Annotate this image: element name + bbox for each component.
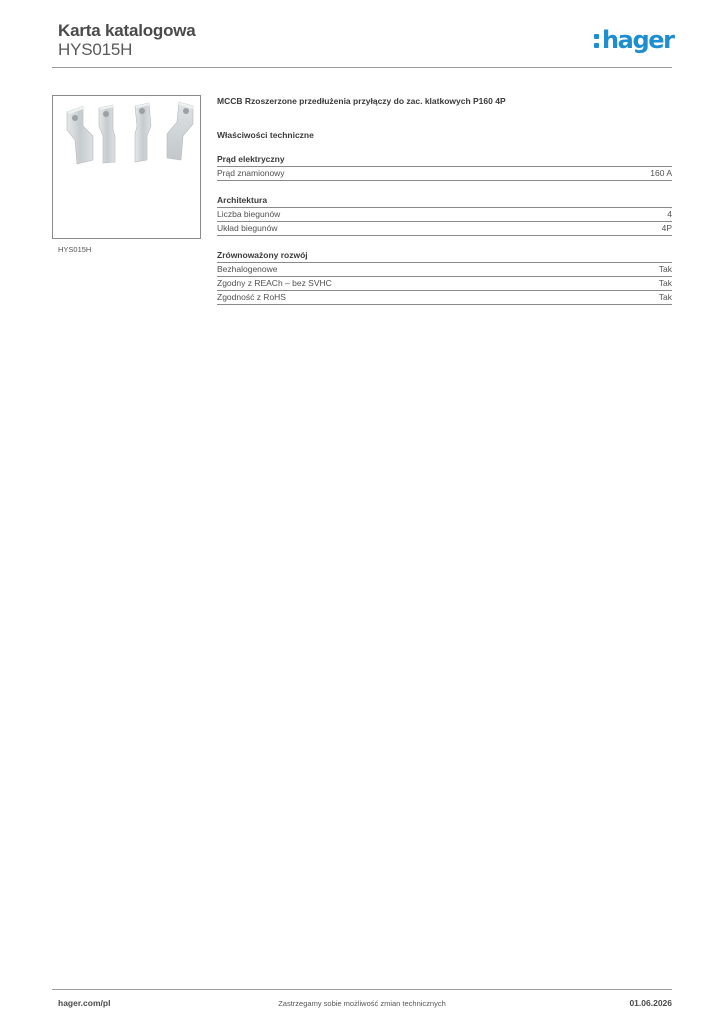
property-row bbox=[217, 208, 672, 222]
document-title: Karta katalogowa bbox=[58, 21, 196, 40]
hager-logo[interactable] bbox=[594, 28, 674, 56]
property-label: Liczba biegunów bbox=[217, 209, 281, 219]
property-row bbox=[217, 291, 672, 305]
property-row bbox=[217, 277, 672, 291]
property-label: Zgodność z RoHS bbox=[217, 292, 286, 302]
property-group-electrical bbox=[217, 154, 672, 181]
busbar-extension-3 bbox=[135, 103, 151, 162]
property-value: Tak bbox=[658, 292, 672, 302]
property-value: Tak bbox=[658, 264, 672, 274]
product-image bbox=[52, 95, 201, 239]
busbar-extension-1 bbox=[67, 106, 93, 164]
product-code: HYS015H bbox=[58, 40, 133, 59]
busbar-extension-2 bbox=[99, 105, 115, 163]
image-caption: HYS015H bbox=[58, 245, 92, 254]
busbar-extension-4 bbox=[167, 102, 193, 160]
logo-wordmark: hager bbox=[602, 26, 674, 54]
property-group-architecture bbox=[217, 195, 672, 236]
footer-date: 01.06.2026 bbox=[629, 998, 672, 1008]
property-value: 4 bbox=[667, 209, 672, 219]
property-label: Bezhalogenowe bbox=[217, 264, 278, 274]
product-title: MCCB Rzoszerzone przedłużenia przyłączy do zac. klatkowych P160 4P bbox=[217, 96, 506, 106]
group-heading: Prąd elektryczny bbox=[217, 154, 672, 167]
header-divider bbox=[52, 67, 672, 68]
property-value: Tak bbox=[658, 278, 672, 288]
property-row bbox=[217, 222, 672, 236]
properties-heading: Właściwości techniczne bbox=[217, 130, 314, 140]
footer-website-link[interactable]: hager.com/pl bbox=[58, 998, 111, 1008]
property-label: Układ biegunów bbox=[217, 223, 278, 233]
product-details bbox=[217, 96, 672, 305]
property-row bbox=[217, 263, 672, 277]
property-row bbox=[217, 167, 672, 181]
property-value: 160 A bbox=[650, 168, 672, 178]
footer-notice: Zastrzegamy sobie możliwość zmian technicznych bbox=[278, 999, 446, 1008]
property-label: Zgodny z REACh – bez SVHC bbox=[217, 278, 332, 288]
footer-divider bbox=[52, 989, 672, 990]
property-group-sustainability bbox=[217, 250, 672, 305]
group-heading: Zrównoważony rozwój bbox=[217, 250, 672, 263]
group-heading: Architektura bbox=[217, 195, 672, 208]
logo-dots-icon bbox=[594, 28, 600, 50]
property-label: Prąd znamionowy bbox=[217, 168, 285, 178]
busbar-extension-image bbox=[53, 96, 202, 240]
property-value: 4P bbox=[661, 223, 672, 233]
